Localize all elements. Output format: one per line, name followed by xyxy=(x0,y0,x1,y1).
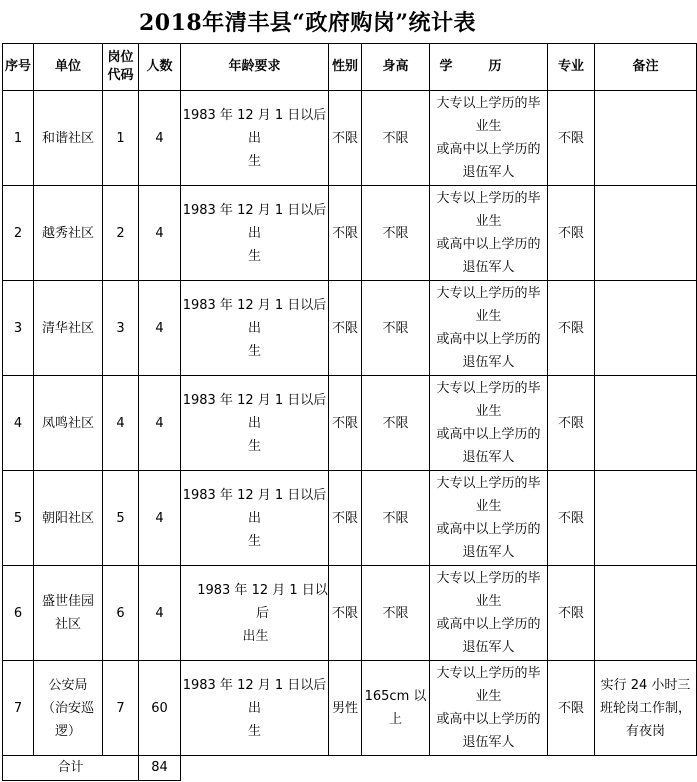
cell-code: 7 xyxy=(103,661,139,756)
cell-edu-line2: 业生 xyxy=(475,404,502,419)
cell-education xyxy=(430,661,548,756)
cell-unit-line1: 越秀社区 xyxy=(41,225,94,241)
table-row xyxy=(3,661,697,756)
cell-note-line3: 有夜岗 xyxy=(625,723,665,739)
header-code-line1: 岗位 xyxy=(107,50,134,65)
cell-education xyxy=(430,186,548,281)
cell-seq: 5 xyxy=(3,471,34,566)
cell-age-line2: 生 xyxy=(247,533,261,549)
cell-major: 不限 xyxy=(548,661,595,756)
cell-edu-line4: 退伍军人 xyxy=(462,640,515,655)
cell-count: 4 xyxy=(139,186,181,281)
cell-edu-line4: 退伍军人 xyxy=(462,450,515,465)
cell-edu-line1: 大专以上学历的毕 xyxy=(436,96,541,111)
cell-edu-line1: 大专以上学历的毕 xyxy=(436,476,541,491)
cell-age xyxy=(181,281,329,376)
cell-code: 5 xyxy=(103,471,139,566)
cell-unit xyxy=(34,566,103,661)
header-row xyxy=(3,44,697,91)
cell-education xyxy=(430,566,548,661)
cell-age xyxy=(181,661,329,756)
cell-edu-line4: 退伍军人 xyxy=(462,355,515,370)
cell-age-line1: 1983 年 12 月 1 日以后出 xyxy=(182,297,327,336)
header-code-line2: 代码 xyxy=(107,68,134,83)
cell-code: 4 xyxy=(103,376,139,471)
table-row xyxy=(3,186,697,281)
cell-code: 3 xyxy=(103,281,139,376)
cell-gender: 不限 xyxy=(329,91,362,186)
cell-note xyxy=(595,471,697,566)
cell-height: 不限 xyxy=(362,91,430,186)
cell-edu-line2: 业生 xyxy=(475,689,502,704)
cell-unit xyxy=(34,471,103,566)
total-label: 合计 xyxy=(3,756,139,781)
cell-note-line2: 班轮岗工作制， xyxy=(599,700,691,716)
cell-note xyxy=(595,661,697,756)
cell-edu-line1: 大专以上学历的毕 xyxy=(436,381,541,396)
cell-education xyxy=(430,471,548,566)
table-row xyxy=(3,471,697,566)
cell-edu-line3: 或高中以上学历的 xyxy=(436,237,541,252)
cell-major: 不限 xyxy=(548,91,595,186)
cell-edu-line2: 业生 xyxy=(475,499,502,514)
cell-age-line2: 生 xyxy=(247,248,261,264)
cell-edu-line3: 或高中以上学历的 xyxy=(436,142,541,157)
table-row xyxy=(3,281,697,376)
cell-height: 不限 xyxy=(362,281,430,376)
cell-unit xyxy=(34,186,103,281)
cell-age-line2: 生 xyxy=(247,343,261,359)
cell-seq: 4 xyxy=(3,376,34,471)
cell-age xyxy=(181,471,329,566)
cell-age-line1: 1983 年 12 月 1 日以后出 xyxy=(182,202,327,241)
cell-unit xyxy=(34,281,103,376)
table-row xyxy=(3,376,697,471)
cell-gender: 不限 xyxy=(329,566,362,661)
cell-unit-line1: 凤鸣社区 xyxy=(41,415,94,431)
cell-unit-line1: 盛世佳园 xyxy=(41,594,94,609)
cell-seq: 2 xyxy=(3,186,34,281)
cell-height: 不限 xyxy=(362,471,430,566)
header-major: 专业 xyxy=(548,44,595,91)
cell-age xyxy=(181,376,329,471)
cell-major: 不限 xyxy=(548,566,595,661)
cell-age-line2: 生 xyxy=(247,153,261,169)
cell-count: 4 xyxy=(139,281,181,376)
cell-major: 不限 xyxy=(548,471,595,566)
cell-code: 6 xyxy=(103,566,139,661)
cell-age-line1: 1983 年 12 月 1 日以后出 xyxy=(182,487,327,526)
cell-edu-line4: 退伍军人 xyxy=(462,260,515,275)
cell-count: 4 xyxy=(139,566,181,661)
cell-height: 不限 xyxy=(362,376,430,471)
cell-edu-line2: 业生 xyxy=(475,214,502,229)
cell-age-line1: 1983 年 12 月 1 日以后出 xyxy=(182,392,327,431)
header-count: 人数 xyxy=(139,44,181,91)
cell-age xyxy=(181,566,329,661)
header-age: 年龄要求 xyxy=(181,44,329,91)
cell-note xyxy=(595,566,697,661)
cell-unit-line2: （治安巡 xyxy=(41,700,94,716)
cell-education xyxy=(430,281,548,376)
cell-edu-line4: 退伍军人 xyxy=(462,545,515,560)
cell-count: 60 xyxy=(139,661,181,756)
cell-count: 4 xyxy=(139,376,181,471)
cell-note xyxy=(595,376,697,471)
statistics-table xyxy=(2,43,697,781)
header-gender: 性别 xyxy=(329,44,362,91)
cell-age-line1: 1983 年 12 月 1 日以后 xyxy=(197,582,328,621)
header-code xyxy=(103,44,139,91)
cell-major: 不限 xyxy=(548,281,595,376)
cell-note xyxy=(595,91,697,186)
cell-edu-line3: 或高中以上学历的 xyxy=(436,522,541,537)
cell-height: 不限 xyxy=(362,186,430,281)
cell-seq: 3 xyxy=(3,281,34,376)
cell-age xyxy=(181,186,329,281)
cell-note xyxy=(595,186,697,281)
cell-seq: 6 xyxy=(3,566,34,661)
cell-unit-line1: 和谐社区 xyxy=(41,130,94,146)
cell-major: 不限 xyxy=(548,376,595,471)
cell-unit-line3: 逻） xyxy=(54,723,81,739)
cell-gender: 不限 xyxy=(329,471,362,566)
total-empty xyxy=(181,756,697,781)
cell-note-line1: 实行 24 小时三 xyxy=(600,677,691,693)
cell-edu-line4: 退伍军人 xyxy=(462,735,515,750)
cell-seq: 1 xyxy=(3,91,34,186)
cell-unit xyxy=(34,91,103,186)
header-height: 身高 xyxy=(362,44,430,91)
cell-age-line2: 出生 xyxy=(242,628,269,644)
cell-count: 4 xyxy=(139,91,181,186)
cell-major: 不限 xyxy=(548,186,595,281)
header-seq: 序号 xyxy=(3,44,34,91)
table-row xyxy=(3,566,697,661)
cell-unit xyxy=(34,376,103,471)
cell-age-line2: 生 xyxy=(247,723,261,739)
cell-edu-line3: 或高中以上学历的 xyxy=(436,712,541,727)
cell-edu-line1: 大专以上学历的毕 xyxy=(436,571,541,586)
total-row xyxy=(3,756,697,781)
cell-edu-line1: 大专以上学历的毕 xyxy=(436,666,541,681)
header-education: 学历 xyxy=(430,44,548,91)
cell-height: 165cm 以上 xyxy=(362,661,430,756)
cell-code: 1 xyxy=(103,91,139,186)
cell-unit-line1: 朝阳社区 xyxy=(41,510,94,526)
cell-edu-line3: 或高中以上学历的 xyxy=(436,332,541,347)
cell-gender: 不限 xyxy=(329,376,362,471)
cell-gender: 不限 xyxy=(329,281,362,376)
cell-height: 不限 xyxy=(362,566,430,661)
cell-edu-line3: 或高中以上学历的 xyxy=(436,427,541,442)
header-note: 备注 xyxy=(595,44,697,91)
cell-unit-line2: 社区 xyxy=(54,617,81,632)
table-row xyxy=(3,91,697,186)
cell-unit-line1: 清华社区 xyxy=(41,320,94,336)
cell-edu-line1: 大专以上学历的毕 xyxy=(436,286,541,301)
cell-edu-line2: 业生 xyxy=(475,309,502,324)
cell-age-line1: 1983 年 12 月 1 日以后出 xyxy=(182,677,327,716)
cell-edu-line3: 或高中以上学历的 xyxy=(436,617,541,632)
cell-edu-line2: 业生 xyxy=(475,594,502,609)
cell-unit xyxy=(34,661,103,756)
cell-seq: 7 xyxy=(3,661,34,756)
header-unit: 单位 xyxy=(34,44,103,91)
cell-edu-line1: 大专以上学历的毕 xyxy=(436,191,541,206)
cell-age-line1: 1983 年 12 月 1 日以后出 xyxy=(182,107,327,146)
total-count: 84 xyxy=(139,756,181,781)
cell-edu-line2: 业生 xyxy=(475,119,502,134)
cell-edu-line4: 退伍军人 xyxy=(462,165,515,180)
cell-education xyxy=(430,376,548,471)
cell-code: 2 xyxy=(103,186,139,281)
cell-gender: 男性 xyxy=(329,661,362,756)
cell-age-line2: 生 xyxy=(247,438,261,454)
cell-gender: 不限 xyxy=(329,186,362,281)
cell-count: 4 xyxy=(139,471,181,566)
cell-unit-line1: 公安局 xyxy=(48,677,88,693)
cell-age xyxy=(181,91,329,186)
cell-education xyxy=(430,91,548,186)
cell-note xyxy=(595,281,697,376)
page-title: 2018年清丰县“政府购岗”统计表 xyxy=(138,10,477,36)
